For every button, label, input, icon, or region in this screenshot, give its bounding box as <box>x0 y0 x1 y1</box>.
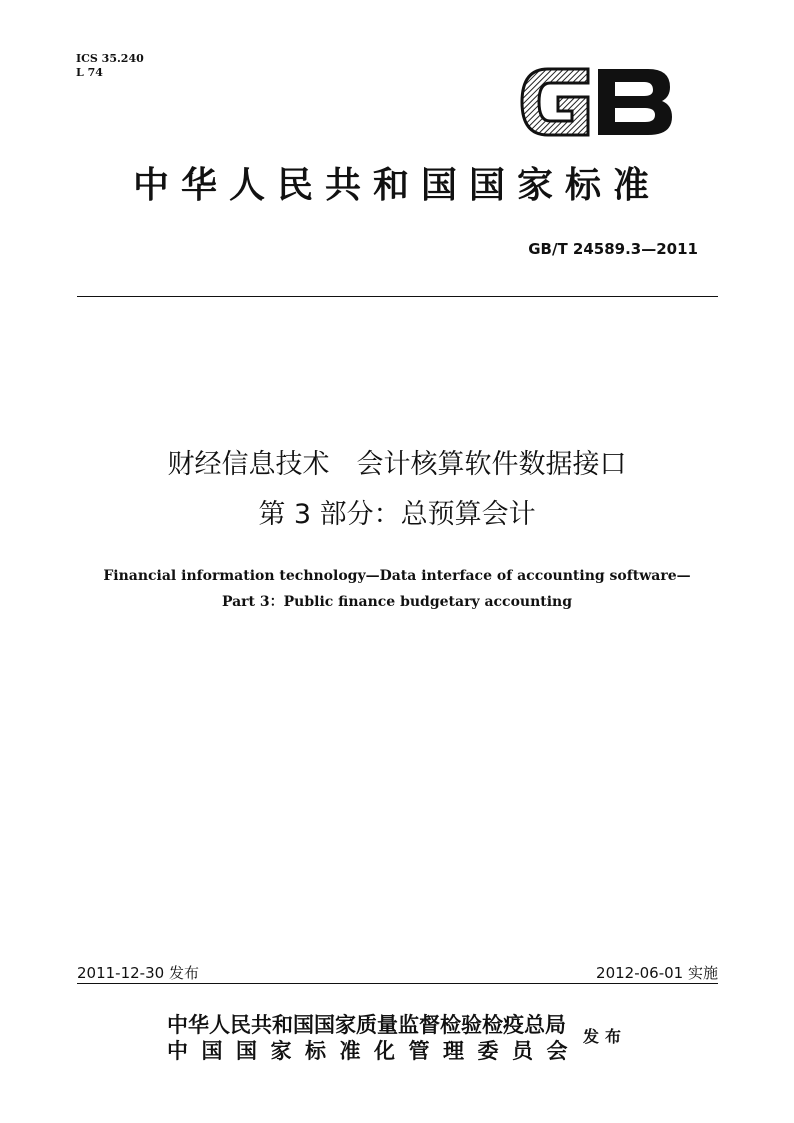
gb-logo-icon <box>518 63 676 141</box>
national-standard-heading: 中华人民共和国国家标准 <box>132 164 661 206</box>
classification-codes <box>76 52 144 80</box>
implementation-date: 2012-06-01 实施 <box>596 964 718 982</box>
issuer-sac: 中国国家标准化管理委员会 <box>167 1038 581 1063</box>
issuing-authorities <box>167 1012 581 1064</box>
english-title-line-1: Financial information technology—Data interface of accounting software— <box>103 568 691 584</box>
top-divider <box>77 296 718 297</box>
ccs-code: L 74 <box>76 66 103 79</box>
issuer-aqsiq: 中华人民共和国国家质量监督检验检疫总局 <box>167 1012 566 1037</box>
bottom-divider <box>77 983 718 984</box>
standard-number: GB/T 24589.3—2011 <box>528 240 698 258</box>
ics-code: ICS 35.240 <box>76 52 144 65</box>
chinese-title-line-1: 财经信息技术 会计核算软件数据接口 <box>167 449 627 480</box>
chinese-title-line-2: 第 3 部分：总预算会计 <box>258 499 536 530</box>
gb-logo <box>518 63 676 141</box>
english-title-line-2: Part 3：Public finance budgetary accounting <box>221 594 573 610</box>
publish-label: 发布 <box>583 1027 628 1046</box>
issue-date: 2011-12-30 发布 <box>77 964 199 982</box>
